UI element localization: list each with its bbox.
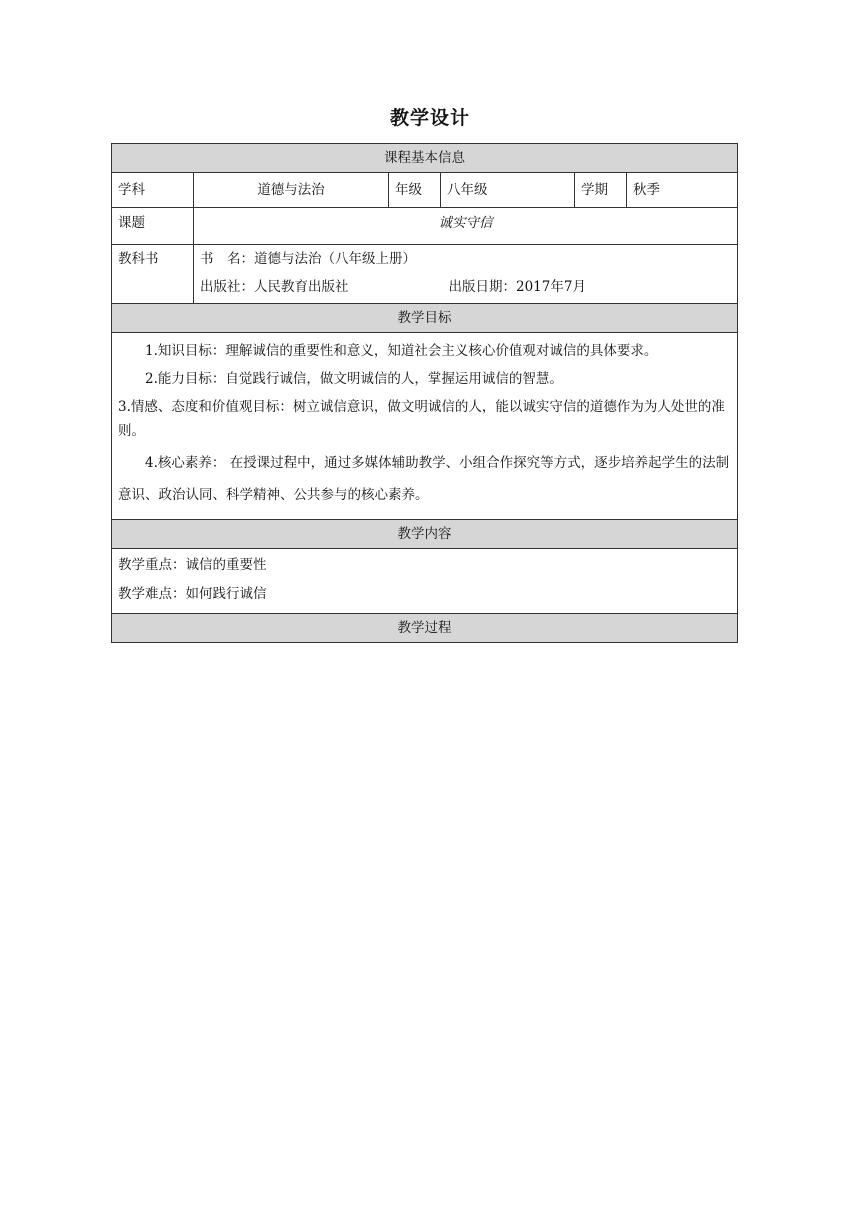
- term-label: 学期: [575, 173, 627, 208]
- basic-info-header-row: [112, 144, 738, 173]
- objectives-header-row: [112, 304, 738, 333]
- lesson-plan-table: [111, 143, 738, 643]
- content-row: [112, 549, 738, 614]
- process-header-row: [112, 614, 738, 643]
- objective-item: 3.情感、态度和价值观目标：树立诚信意识，做文明诚信的人，能以诚实守信的道德作为为人处世的准则。: [118, 399, 725, 439]
- textbook-row: [112, 245, 738, 304]
- publisher-value: 人民教育出版社: [254, 279, 349, 295]
- content-body: [112, 549, 738, 614]
- term-value: 秋季: [627, 173, 738, 208]
- book-name-value: 道德与法治（八年级上册）: [254, 251, 416, 267]
- objective-item: 2.能力目标：自觉践行诚信，做文明诚信的人，掌握运用诚信的智慧。: [145, 371, 563, 387]
- objectives-body: [112, 333, 738, 520]
- publisher-line: [200, 273, 731, 301]
- grade-label: 年级: [389, 173, 441, 208]
- pub-date-value: 2017年7月: [516, 279, 586, 295]
- difficult-point: 教学难点：如何践行诚信: [118, 586, 267, 602]
- publisher-label: 出版社：: [200, 279, 254, 295]
- topic-label: 课题: [112, 208, 194, 245]
- textbook-label: 教科书: [112, 245, 194, 304]
- process-section-header: 教学过程: [112, 614, 738, 643]
- objective-item: 4.核心素养： 在授课过程中，通过多媒体辅助教学、小组合作探究等方式，逐步培养起学生的法制意识、政治认同、科学精神、公共参与的核心素养。: [118, 455, 730, 503]
- grade-value: 八年级: [441, 173, 575, 208]
- basic-info-section-header: 课程基本信息: [112, 144, 738, 173]
- textbook-details: [194, 245, 738, 304]
- subject-row: [112, 173, 738, 208]
- objective-item: 1.知识目标：理解诚信的重要性和意义，知道社会主义核心价值观对诚信的具体要求。: [145, 343, 658, 359]
- content-header-row: [112, 520, 738, 549]
- book-name-line: [200, 245, 731, 273]
- objectives-section-header: 教学目标: [112, 304, 738, 333]
- topic-value: 诚实守信: [194, 208, 738, 245]
- book-name-label: 书 名：: [200, 251, 254, 267]
- document-title: 教学设计: [389, 107, 470, 129]
- key-point: 教学重点：诚信的重要性: [118, 557, 267, 573]
- topic-row: [112, 208, 738, 245]
- subject-value: 道德与法治: [194, 173, 389, 208]
- content-section-header: 教学内容: [112, 520, 738, 549]
- pub-date-label: 出版日期：: [448, 279, 516, 295]
- subject-label: 学科: [112, 173, 194, 208]
- objectives-row: [112, 333, 738, 520]
